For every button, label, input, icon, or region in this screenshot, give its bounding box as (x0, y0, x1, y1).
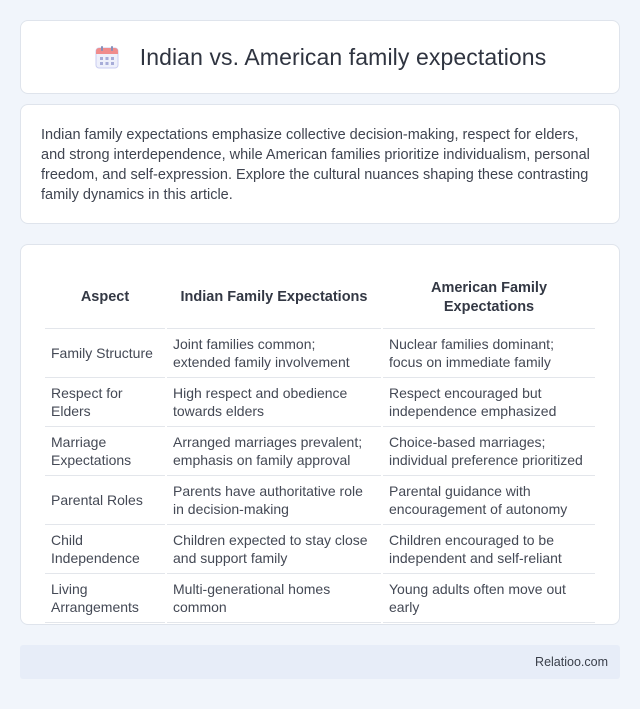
table-cell: Family Structure (45, 329, 165, 378)
table-row (45, 476, 595, 525)
table-cell: Marriage Expectations (45, 427, 165, 476)
intro-paragraph: Indian family expectations emphasize collective decision-making, respect for elders, and strong interdependence, while American families prioritize individualism, personal freedom, and self-expression. Explore the cultural nuances shaping these contrasting family dynamics in this article. (41, 127, 590, 203)
table-cell: Nuclear families dominant; focus on immediate family (383, 329, 595, 378)
header-card (20, 20, 620, 94)
footer-site-link[interactable]: Relatioo.com (535, 655, 608, 669)
table-header-row (45, 265, 595, 329)
table-row (45, 329, 595, 378)
table-row (45, 427, 595, 476)
column-header-aspect: Aspect (45, 265, 165, 329)
table-cell: Children encouraged to be independent and self-reliant (383, 525, 595, 574)
table-cell: Respect for Elders (45, 378, 165, 427)
page-title: Indian vs. American family expectations (139, 43, 547, 70)
table-cell: Choice-based marriages; individual preference prioritized (383, 427, 595, 476)
table-cell: Respect encouraged but independence emphasized (383, 378, 595, 427)
table-cell: Living Arrangements (45, 574, 165, 623)
table-cell: Parents have authoritative role in decision-making (167, 476, 381, 525)
table-cell: Arranged marriages prevalent; emphasis on family approval (167, 427, 381, 476)
table-cell: Parental Roles (45, 476, 165, 525)
intro-card (20, 104, 620, 224)
table-row (45, 525, 595, 574)
table-cell: Young adults often move out early (383, 574, 595, 623)
table-cell: Children expected to stay close and support family (167, 525, 381, 574)
table-cell: High respect and obedience towards elders (167, 378, 381, 427)
title-wrap (94, 44, 547, 71)
calendar-icon (94, 44, 120, 70)
column-header-american: American Family Expectations (383, 265, 595, 329)
table-cell: Joint families common; extended family involvement (167, 329, 381, 378)
table-cell: Multi-generational homes common (167, 574, 381, 623)
table-row (45, 378, 595, 427)
table-cell: Child Independence (45, 525, 165, 574)
column-header-indian: Indian Family Expectations (167, 265, 381, 329)
comparison-table (43, 265, 597, 623)
comparison-table-card (20, 244, 620, 625)
table-row (45, 574, 595, 623)
table-cell: Parental guidance with encouragement of autonomy (383, 476, 595, 525)
footer-bar (20, 645, 620, 679)
